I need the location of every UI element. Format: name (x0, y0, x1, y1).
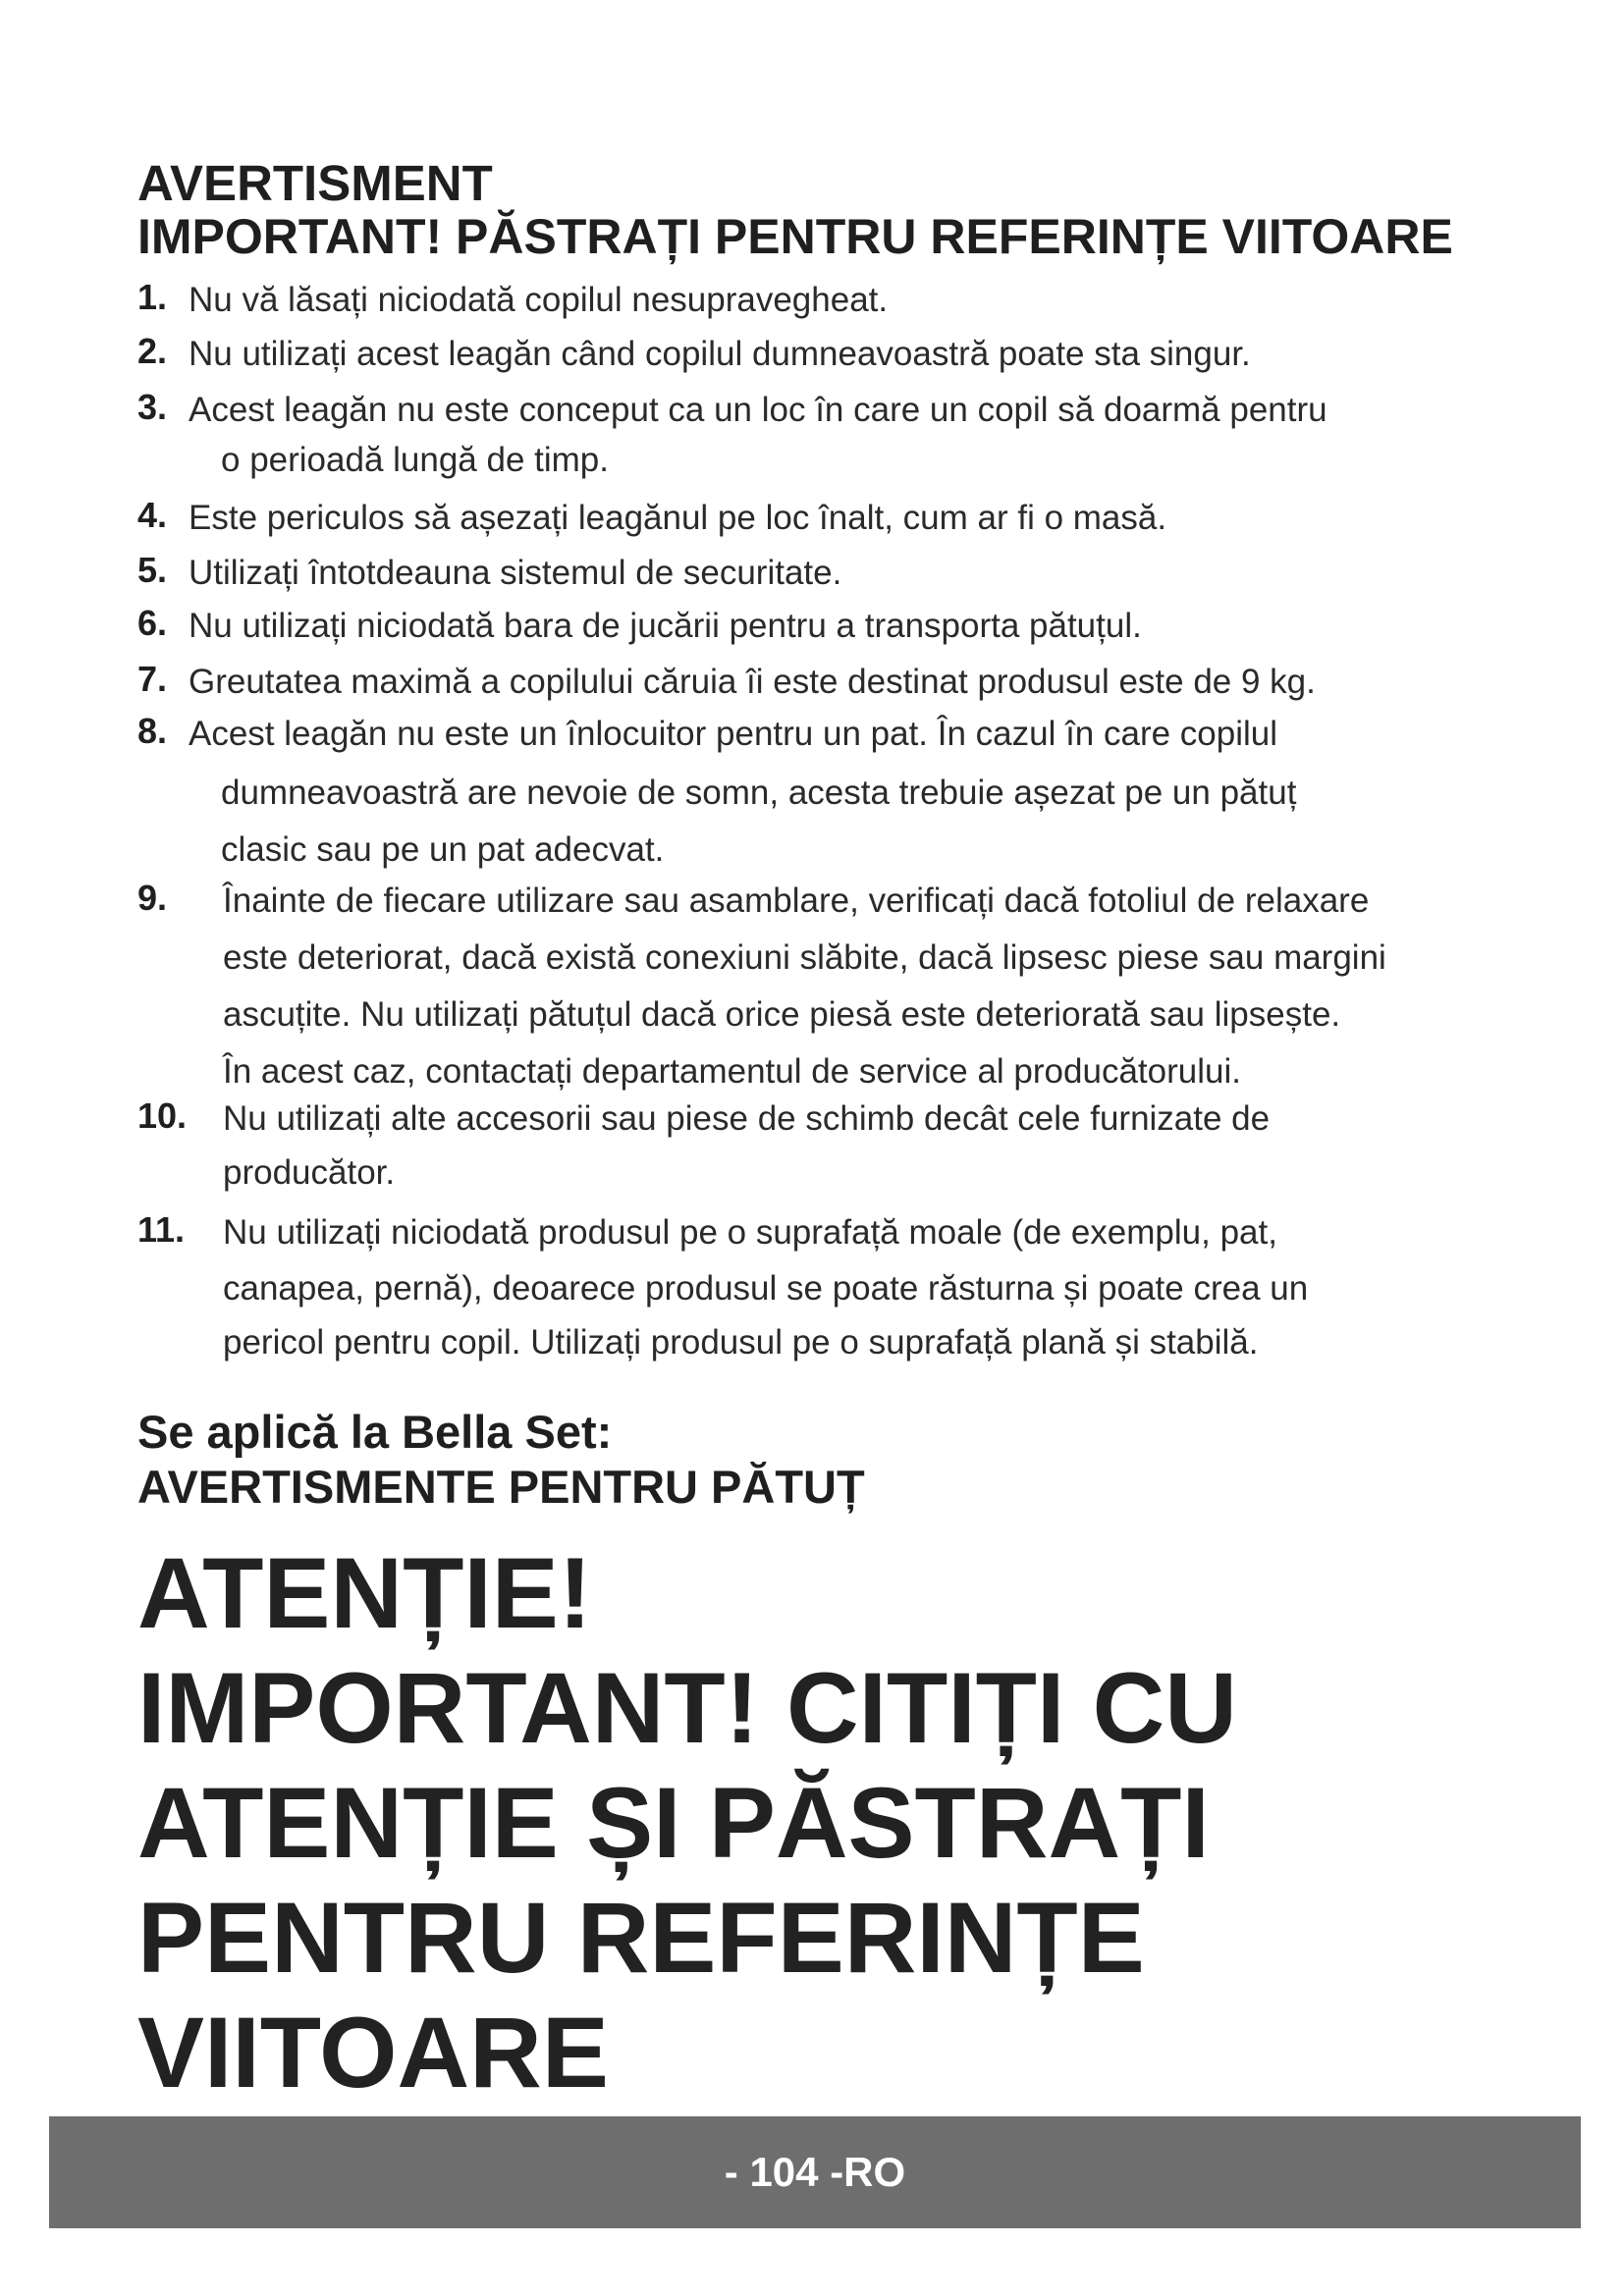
warning-text (137, 383, 1551, 487)
warning-text-first-line: Înainte de fiecare utilizare sau asamblare, verificați dacă fotoliul de relaxare (223, 881, 1370, 920)
warning-text (137, 1092, 1551, 1200)
warning-text-first-line: Nu utilizați acest leagăn când copilul dumneavoastră poate sta singur. (189, 335, 1251, 373)
warning-item (137, 491, 1551, 545)
warning-number: 5. (137, 550, 168, 590)
warning-number: 8. (137, 711, 168, 751)
attention-line: VIITOARE (137, 1997, 609, 2109)
warning-text-first-line: Nu vă lăsați niciodată copilul nesupravegheat. (189, 281, 889, 319)
attention-line: IMPORTANT! CITIȚI CU (137, 1652, 1237, 1764)
warning-text (137, 491, 1551, 545)
attention-line: PENTRU REFERINȚE (137, 1882, 1145, 1994)
page-number: - 104 -RO (724, 2149, 906, 2195)
warning-text-first-line: Acest leagăn nu este conceput ca un loc în care un copil să doarmă pentru (189, 391, 1327, 429)
warning-number: 6. (137, 603, 168, 643)
warning-text (137, 599, 1551, 653)
warning-text-first-line: Nu utilizați alte accesorii sau piese de schimb decât cele furnizate de (223, 1099, 1271, 1138)
warning-text-first-line: Nu utilizați niciodată produsul pe o suprafață moale (de exemplu, pat, (223, 1213, 1277, 1252)
warning-number: 9. (137, 878, 168, 918)
warning-text (137, 1205, 1551, 1369)
warning-item (137, 546, 1551, 600)
warning-text-continuation: o perioadă lungă de timp. (221, 441, 609, 479)
warning-text-first-line: Este periculos să așezați leagănul pe loc înalt, cum ar fi o masă. (189, 499, 1167, 537)
warning-number: 1. (137, 277, 168, 317)
warning-text-continuation: este deteriorat, dacă există conexiuni slăbite, dacă lipsesc piese sau margini ascuțite. Nu utilizați pătuțul dacă orice piesă este deteriorată sau lipsește. În acest caz, contactați departamentul de service al producătorului. (223, 938, 1386, 1091)
footer-bar (49, 2116, 1581, 2228)
warning-item (137, 1092, 1551, 1200)
warning-item (137, 327, 1551, 381)
warning-text-first-line: Greutatea maximă a copilului căruia îi este destinat produsul este de 9 kg. (189, 663, 1316, 701)
warning-text (137, 707, 1551, 879)
applies-to-heading: Se aplică la Bella Set: (137, 1406, 613, 1458)
warning-text-first-line: Nu utilizați niciodată bara de jucării pentru a transporta pătuțul. (189, 607, 1142, 645)
important-title: IMPORTANT! PĂSTRAȚI PENTRU REFERINȚE VIITOARE (137, 209, 1453, 264)
warning-item (137, 383, 1551, 487)
warning-item (137, 655, 1551, 709)
warning-text (137, 546, 1551, 600)
warning-text-first-line: Utilizați întotdeauna sistemul de securitate. (189, 554, 842, 592)
warning-item (137, 707, 1551, 879)
warning-number: 10. (137, 1095, 188, 1136)
attention-line: ATENȚIE! (137, 1537, 592, 1649)
warning-text (137, 327, 1551, 381)
warning-text (137, 273, 1551, 327)
warning-text-continuation: canapea, pernă), deoarece produsul se poate răsturna și poate crea un pericol pentru copil. Utilizați produsul pe o suprafață plană și stabilă. (223, 1269, 1309, 1362)
warning-item (137, 874, 1551, 1100)
warning-text-first-line: Acest leagăn nu este un înlocuitor pentru un pat. În cazul în care copilul (189, 715, 1278, 753)
warning-text-continuation: producător. (223, 1153, 396, 1192)
warning-text (137, 655, 1551, 709)
attention-line: ATENȚIE ȘI PĂSTRAȚI (137, 1767, 1210, 1879)
warning-number: 7. (137, 659, 168, 699)
warning-text (137, 874, 1551, 1100)
warning-number: 2. (137, 331, 168, 371)
warning-text-continuation: dumneavoastră are nevoie de somn, acesta trebuie așezat pe un pătuț clasic sau pe un pat adecvat. (221, 774, 1297, 869)
attention-banner (137, 1536, 1512, 2110)
warning-number: 4. (137, 495, 168, 535)
warning-title: AVERTISMENT (137, 155, 493, 211)
warning-item (137, 1205, 1551, 1369)
warning-item (137, 599, 1551, 653)
crib-warnings-heading: AVERTISMENTE PENTRU PĂTUȚ (137, 1461, 865, 1513)
warning-number: 3. (137, 387, 168, 427)
warning-item (137, 273, 1551, 327)
warning-number: 11. (137, 1209, 186, 1250)
